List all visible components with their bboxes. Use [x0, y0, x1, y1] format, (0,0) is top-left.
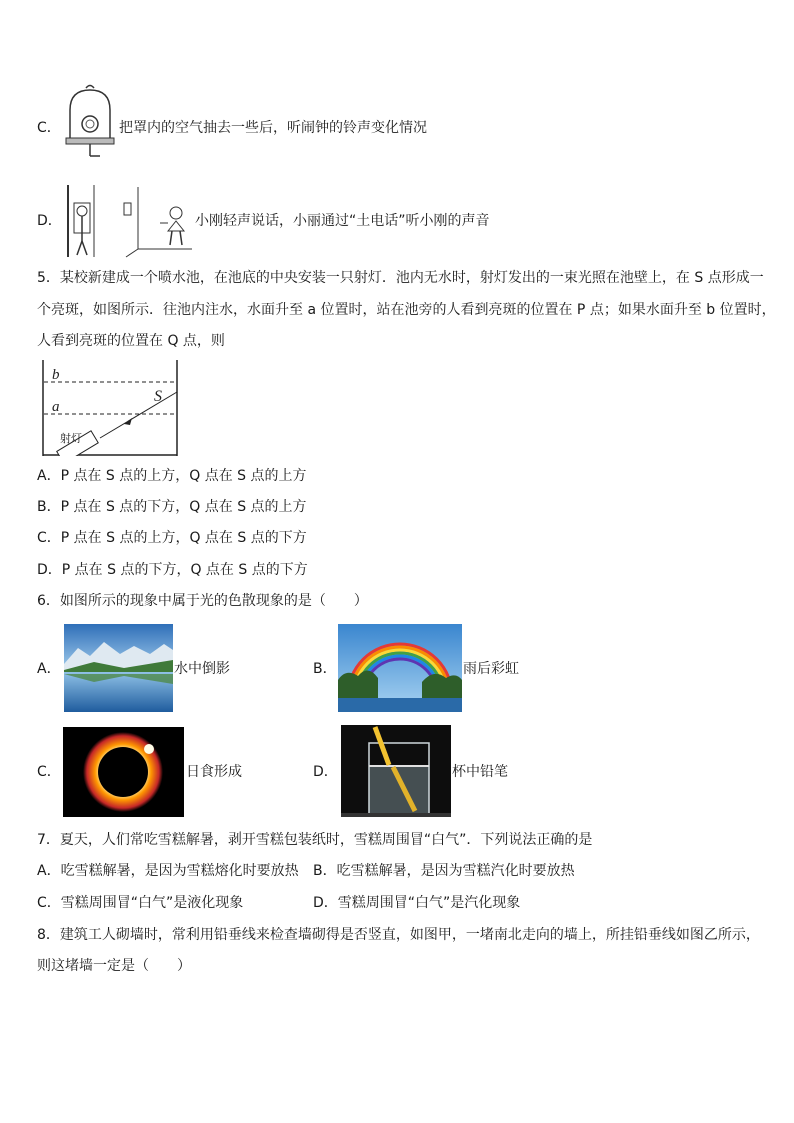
eclipse-photo — [63, 727, 184, 817]
q4-option-c-letter: C． — [37, 120, 61, 136]
string-telephone-figure — [64, 183, 194, 259]
q6-option-d-letter: D． — [313, 764, 338, 780]
q6-option-a-letter: A． — [37, 661, 61, 677]
q8-stem-line2: 则这堵墙一定是（ ） — [37, 958, 191, 974]
q7-option-c: C．雪糕周围冒“白气”是液化现象 — [37, 895, 244, 911]
q5-option-c: C．P 点在 S 点的上方，Q 点在 S 点的下方 — [37, 530, 307, 546]
q5-option-a: A．P 点在 S 点的上方，Q 点在 S 点的上方 — [37, 468, 307, 484]
q5-stem-line3: 人看到亮斑的位置在 Q 点，则 — [37, 333, 225, 349]
figure-label-a: a — [52, 399, 60, 415]
bell-jar-figure — [62, 82, 118, 160]
q6-option-a-caption: 水中倒影 — [174, 661, 230, 677]
figure-label-b: b — [52, 367, 60, 383]
q7-option-b: B．吃雪糕解暑，是因为雪糕汽化时要放热 — [313, 863, 575, 879]
figure-label-s: S — [154, 388, 162, 405]
q5-stem-line1: 5．某校新建成一个喷水池，在池底的中央安装一只射灯．池内无水时，射灯发出的一束光照在池壁上，在 S 点形成一 — [37, 270, 764, 286]
q5-option-d: D．P 点在 S 点的下方，Q 点在 S 点的下方 — [37, 562, 308, 578]
figure-label-lamp: 射灯 — [60, 432, 82, 445]
q6-option-c-letter: C． — [37, 764, 61, 780]
q5-stem-line2: 个亮斑，如图所示．往池内注水，水面升至 a 位置时，站在池旁的人看到亮斑的位置在 P 点；如果水面升至 b 位置时， — [37, 302, 776, 318]
q6-option-b-caption: 雨后彩虹 — [463, 661, 519, 677]
q6-option-d-caption: 杯中铅笔 — [452, 764, 508, 780]
q4-option-d-text: 小刚轻声说话，小丽通过“土电话”听小刚的声音 — [195, 213, 490, 229]
q5-option-b: B．P 点在 S 点的下方，Q 点在 S 点的上方 — [37, 499, 307, 515]
pool-spotlight-figure — [40, 360, 180, 456]
q6-stem: 6．如图所示的现象中属于光的色散现象的是（ ） — [37, 593, 368, 609]
reflection-photo — [64, 624, 173, 712]
q4-option-c-text: 把罩内的空气抽去一些后，听闹钟的铃声变化情况 — [119, 120, 427, 136]
q6-option-c-caption: 日食形成 — [186, 764, 242, 780]
q4-option-d-letter: D． — [37, 213, 62, 229]
q8-stem-line1: 8．建筑工人砌墙时，常利用铅垂线来检查墙砌得是否竖直，如图甲，一堵南北走向的墙上，所挂铅垂线如图乙所示， — [37, 927, 760, 943]
pencil-in-glass-photo — [341, 725, 451, 817]
q6-option-b-letter: B． — [313, 661, 337, 677]
q7-option-d: D．雪糕周围冒“白气”是汽化现象 — [313, 895, 521, 911]
rainbow-photo — [338, 624, 462, 712]
q7-stem: 7．夏天，人们常吃雪糕解暑，剥开雪糕包装纸时，雪糕周围冒“白气”．下列说法正确的是 — [37, 832, 593, 848]
q7-option-a: A．吃雪糕解暑，是因为雪糕熔化时要放热 — [37, 863, 299, 879]
